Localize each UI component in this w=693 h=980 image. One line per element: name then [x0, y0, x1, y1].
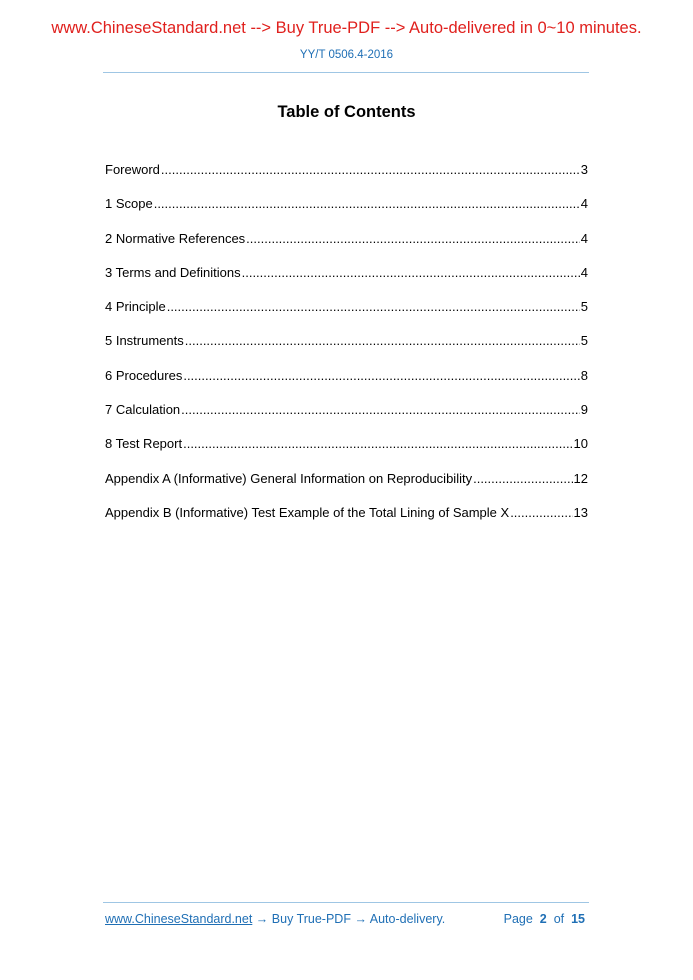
toc-entry-calculation[interactable]: [105, 402, 588, 436]
toc-entry-procedures[interactable]: [105, 368, 588, 402]
toc-entry-label: 6 Procedures: [105, 367, 183, 383]
toc-entry-label: Appendix B (Informative) Test Example of the Total Lining of Sample X: [105, 504, 510, 520]
toc-entry-page: 5: [580, 333, 588, 349]
dot-leader: [183, 436, 572, 451]
toc-entry-page: 5: [580, 299, 588, 315]
arrow-right-icon: →: [354, 912, 367, 926]
toc-entry-test-report[interactable]: [105, 436, 588, 470]
toc-entry-page: 10: [573, 436, 588, 452]
toc-entry-appendix-b[interactable]: [105, 505, 588, 539]
footer-promo: [105, 912, 445, 926]
dot-leader: [473, 471, 572, 486]
toc-entry-principle[interactable]: [105, 299, 588, 333]
footer-divider: [103, 902, 589, 903]
header-divider: [103, 72, 589, 73]
toc-entry-page: 12: [573, 470, 588, 486]
toc-entry-normative-references[interactable]: [105, 231, 588, 265]
of-word: of: [553, 912, 565, 926]
dot-leader: [181, 402, 580, 417]
toc-entry-label: 1 Scope: [105, 196, 153, 212]
toc-entry-page: 4: [580, 196, 588, 212]
footer-delivery-text: Auto-delivery.: [369, 912, 446, 926]
toc-entry-page: 4: [580, 230, 588, 246]
toc-entry-label: 3 Terms and Definitions: [105, 264, 241, 280]
footer-buy-text: Buy True-PDF: [271, 912, 351, 926]
toc-entry-page: 8: [580, 367, 588, 383]
dot-leader: [246, 231, 580, 246]
toc-entry-page: 13: [573, 504, 588, 520]
arrow-right-icon: →: [255, 912, 269, 926]
toc-entry-label: 4 Principle: [105, 299, 166, 315]
promo-banner: www.ChineseStandard.net --> Buy True-PDF --> Auto-delivered in 0~10 minutes.: [51, 19, 642, 37]
dot-leader: [510, 505, 572, 520]
dot-leader: [167, 299, 580, 314]
footer-website-link[interactable]: www.ChineseStandard.net: [105, 912, 253, 926]
toc-entry-instruments[interactable]: [105, 333, 588, 367]
toc-entry-terms-definitions[interactable]: [105, 265, 588, 299]
current-page-number: 2: [539, 912, 547, 926]
page-footer: [105, 912, 585, 928]
toc-entry-appendix-a[interactable]: [105, 471, 588, 505]
document-code: YY/T 0506.4-2016: [299, 49, 394, 61]
page-indicator: [504, 912, 585, 926]
page-word: Page: [503, 912, 533, 926]
toc-entry-page: 9: [580, 402, 588, 418]
dot-leader: [242, 265, 580, 280]
toc-entry-label: 5 Instruments: [105, 333, 184, 349]
toc-entry-label: 7 Calculation: [105, 402, 181, 418]
dot-leader: [185, 333, 580, 348]
toc-entry-label: Appendix A (Informative) General Information on Reproducibility: [105, 470, 473, 486]
toc-entry-page: 3: [580, 162, 588, 177]
toc-entry-label: 2 Normative References: [105, 230, 246, 246]
toc-entry-label: Foreword: [105, 162, 160, 177]
dot-leader: [161, 162, 580, 177]
toc-entry-label: 8 Test Report: [105, 436, 183, 452]
toc-title: Table of Contents: [277, 103, 416, 121]
table-of-contents: [105, 162, 588, 539]
dot-leader: [183, 368, 579, 383]
toc-entry-foreword[interactable]: [105, 162, 588, 196]
dot-leader: [154, 196, 580, 211]
toc-entry-page: 4: [580, 264, 588, 280]
total-pages-number: 15: [571, 912, 585, 926]
toc-entry-scope[interactable]: [105, 196, 588, 230]
